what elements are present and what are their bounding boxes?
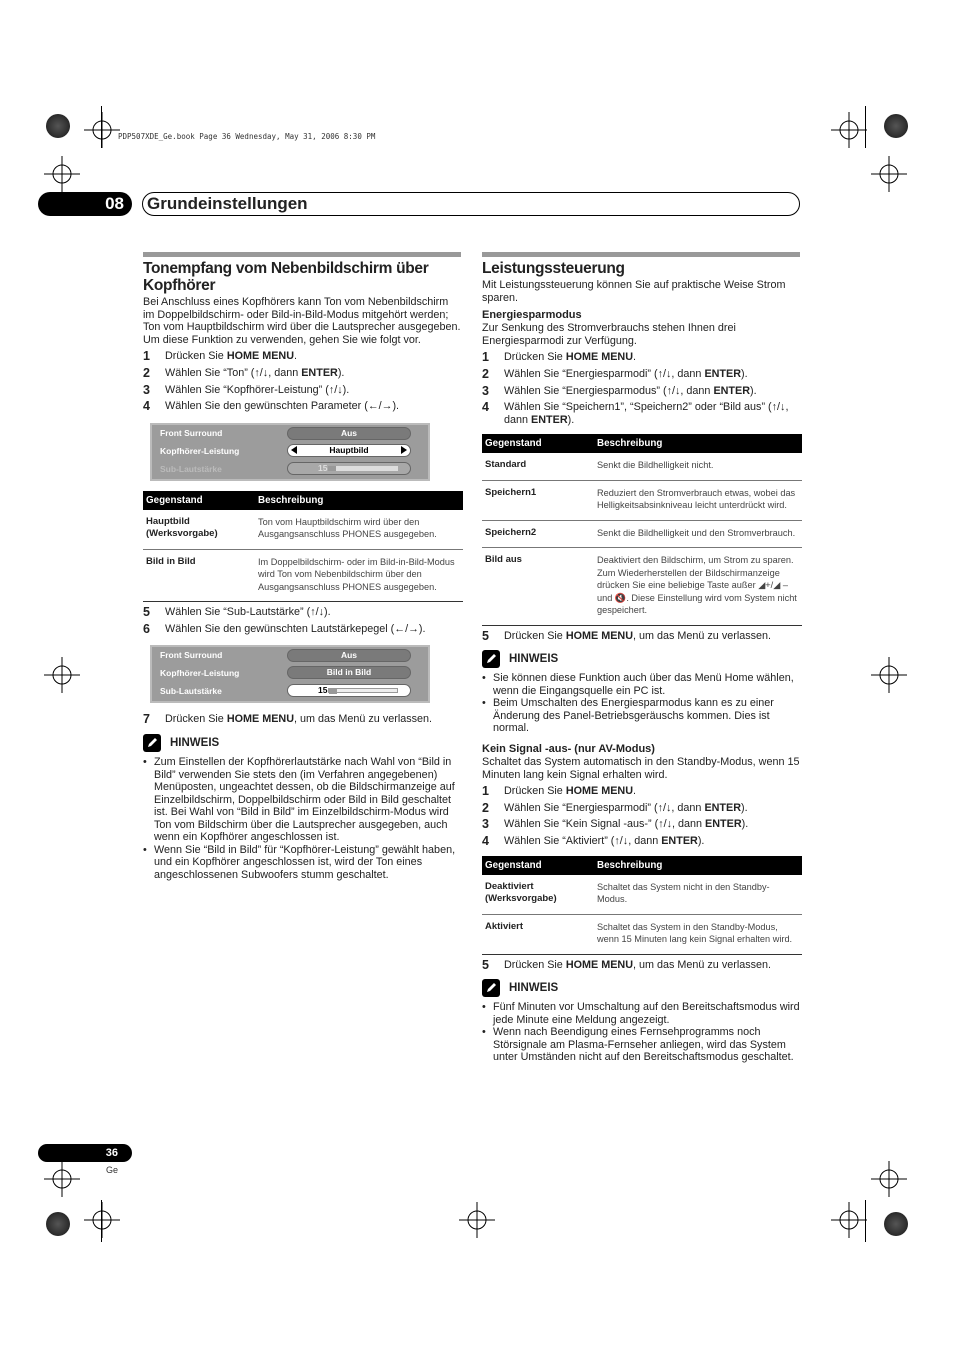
subsection-text: Schaltet das System automatisch in den Standby-Modus, wenn 15 Minuten lang kein Signal erhalten wird.: [482, 755, 800, 781]
step-text: [504, 835, 800, 848]
step-list: [482, 630, 800, 643]
step-number: 2: [482, 800, 489, 815]
step-text-pre: Wählen Sie “Speichern1”, “Speichern2” oder “Bild aus” (↑/↓, dann: [504, 401, 789, 426]
osd-row-label: Front Surround: [160, 650, 223, 661]
step-item: [143, 367, 461, 380]
step-text: [165, 606, 461, 619]
table-cell-description: Schaltet das System in den Standby-Modus, wenn 15 Minuten lang kein Signal erhalten wird.: [594, 914, 802, 954]
step-list: [143, 713, 461, 726]
table-header: Gegenstand: [482, 434, 594, 453]
osd-value-text: Hauptbild: [329, 444, 369, 455]
step-key: ENTER: [705, 818, 742, 831]
step-text-pre: Wählen Sie den gewünschten Lautstärkepegel (←/→).: [165, 622, 426, 635]
note-item: • Wenn Sie “Bild in Bild” für “Kopfhörer-Leistung” gewählt haben, und ein Kopfhörer angeschlossen ist, wird der Ton eines angeschlossenen Subwoofers stumm geschaltet.: [143, 844, 461, 882]
osd-value-text: 15: [318, 462, 328, 473]
step-text-pre: Wählen Sie “Kopfhörer-Leistung” (↑/↓).: [165, 383, 350, 396]
note-label: HINWEIS: [509, 653, 559, 666]
step-number: 7: [143, 712, 150, 727]
subsection-text: Zur Senkung des Stromverbrauchs stehen Ihnen drei Energiesparmodi zur Verfügung.: [482, 322, 736, 347]
table-cell-item: Bild aus: [482, 548, 594, 626]
note-list: [143, 756, 461, 881]
step-text: [165, 367, 461, 380]
step-key: ENTER: [531, 413, 568, 426]
step-text: [504, 351, 800, 364]
table-cell-item: Speichern1: [482, 480, 594, 520]
step-item: [143, 623, 461, 636]
step-text-post: .: [294, 350, 297, 363]
table-row: [482, 875, 802, 915]
registration-mark-icon: [831, 1202, 867, 1238]
step-item: [482, 785, 800, 798]
registration-mark-icon: [84, 112, 120, 148]
step-number: 4: [482, 400, 489, 415]
step-text: [504, 785, 800, 798]
step-text-post: ).: [567, 413, 575, 426]
osd-row-label: Sub-Lautstärke: [160, 686, 222, 697]
section-title: Leistungssteuerung: [482, 260, 625, 277]
note-item: • Zum Einstellen der Kopfhörerlautstärke nach Wahl von “Bild in Bild” verwenden Sie stets den (im Verfahren angegebenen) Menüposten, ungeachtet dessen, ob die Bildschirmanzeige auf Einzelbildschirm, Doppelbildschirm oder Bild in Bild geschaltet ist. Bei Wahl von “Bild in Bild” im Einzelbildschirm-Modus wird Ton vom Bildschirm über die Lautsprecher ausgegeben, auch wenn ein Kopfhörer angeschlossen ist.: [143, 756, 461, 844]
step-number: 1: [482, 350, 489, 365]
left-arrow-icon: [291, 446, 297, 454]
osd-menu-sublautstaerke: [150, 645, 430, 703]
osd-value-pill: Aus: [287, 649, 411, 662]
color-target-icon: [884, 114, 908, 138]
step-number: 5: [482, 628, 489, 643]
step-text-post: ).: [741, 367, 748, 380]
pencil-icon: [482, 979, 500, 997]
osd-row-label: Kopfhörer-Leistung: [160, 445, 240, 456]
table-header: Beschreibung: [594, 434, 802, 453]
step-item: [482, 401, 800, 426]
osd-row-label: Sub-Lautstärke: [160, 463, 222, 474]
table-cell-description: Deaktiviert den Bildschirm, um Strom zu sparen. Zum Wiederherstellen der Bildschirmanzeige drücken Sie eine beliebige Taste außer ◢+/◢ – und 🔇. Diese Einstellung wird vom System nicht gespeichert.: [594, 548, 802, 626]
table-header: Beschreibung: [594, 856, 802, 875]
step-key: HOME MENU: [565, 785, 633, 798]
step-text-pre: Drücken Sie: [165, 350, 227, 363]
step-key: ENTER: [704, 801, 742, 814]
step-text-pre: Drücken Sie: [504, 629, 566, 642]
step-item: [143, 400, 461, 413]
table-cell-description: Ton vom Hauptbildschirm wird über den Ausgangsanschluss PHONES ausgegeben.: [255, 510, 463, 550]
osd-value-text: 15: [318, 685, 328, 696]
step-key: HOME MENU: [565, 629, 633, 642]
step-list: [482, 959, 800, 972]
note-list: [482, 1001, 800, 1064]
step-item: [482, 351, 800, 364]
right-column: [482, 252, 800, 1064]
step-key: ENTER: [704, 367, 742, 380]
table-row: [482, 520, 802, 548]
step-item: [482, 802, 800, 815]
color-target-icon: [884, 1212, 908, 1236]
table-row: [482, 453, 802, 480]
section-intro: Mit Leistungssteuerung können Sie auf praktische Weise Strom sparen.: [482, 279, 786, 304]
osd-menu-kopfhoerer: [150, 423, 430, 481]
step-item: [482, 818, 800, 831]
no-signal-table: [482, 856, 802, 955]
step-text-pre: Drücken Sie: [504, 351, 566, 364]
level-bar-fill: [328, 466, 336, 471]
step-item: [143, 384, 461, 397]
step-number: 5: [482, 957, 489, 972]
step-text: [504, 802, 800, 815]
step-text: [165, 713, 461, 726]
table-row: [482, 548, 802, 626]
step-key: HOME MENU: [226, 350, 294, 363]
step-text: [504, 630, 800, 643]
step-item: [482, 630, 800, 643]
step-text-post: ).: [741, 818, 749, 831]
note-label: HINWEIS: [509, 982, 559, 995]
step-text: [165, 350, 461, 363]
step-text-pre: Drücken Sie: [165, 713, 227, 726]
table-row: [482, 914, 802, 954]
step-number: 3: [482, 817, 489, 832]
book-info-line: PDP507XDE_Ge.book Page 36 Wednesday, May 31, 2006 8:30 PM: [118, 132, 376, 141]
step-text-pre: Drücken Sie: [504, 785, 566, 798]
section-title: Tonempfang vom Nebenbildschirm über Kopfhörer: [143, 260, 429, 294]
trim-line: [101, 1200, 102, 1242]
step-item: [482, 835, 800, 848]
note-header: [482, 650, 800, 668]
section-rule: [482, 252, 800, 257]
step-text-post: , um das Menü zu verlassen.: [633, 629, 772, 642]
trim-line: [865, 106, 866, 148]
registration-mark-icon: [871, 657, 907, 693]
table-cell-item: Deaktiviert (Werksvorgabe): [482, 875, 594, 915]
table-row: [482, 480, 802, 520]
page-number: 36: [38, 1144, 132, 1162]
note-list: [482, 672, 800, 735]
table-header: Beschreibung: [255, 491, 463, 510]
level-bar: [328, 466, 398, 471]
note-label: HINWEIS: [170, 737, 220, 750]
step-number: 3: [143, 382, 150, 397]
table-row: [143, 549, 463, 602]
step-text-post: .: [633, 351, 636, 364]
step-item: [482, 959, 800, 972]
note-item: • Sie können diese Funktion auch über das Menü Home wählen, wenn die Eingangsquelle ein PC ist.: [482, 672, 800, 697]
osd-level-pill: [287, 684, 411, 697]
registration-mark-icon: [871, 156, 907, 192]
table-header: Gegenstand: [143, 491, 255, 510]
language-code: Ge: [106, 1165, 119, 1175]
section-intro: Bei Anschluss eines Kopfhörers kann Ton vom Nebenbildschirm im Doppelbildschirm- oder Bild-in-Bild-Modus mitgehört werden; Ton vom Hauptbildschirm wird über die Lautsprecher ausgegeben. Um diese Funktion zu verwenden, gehen Sie wie folgt vor.: [143, 296, 461, 346]
step-text-pre: Wählen Sie “Aktiviert” (↑/↓, dann: [504, 834, 662, 847]
registration-mark-icon: [459, 1202, 495, 1238]
step-item: [482, 368, 800, 381]
step-text: [165, 623, 461, 636]
table-cell-description: Reduziert den Stromverbrauch etwas, wobei das Helligkeitsabsinkniveau leicht unterdrückt wird.: [594, 480, 802, 520]
step-text-pre: Wählen Sie “Kein Signal -aus-” (↑/↓, dann: [504, 818, 706, 831]
table-cell-item: Bild in Bild: [143, 549, 255, 602]
step-list: [482, 351, 800, 426]
note-item: • Beim Umschalten des Energiesparmodus kann es zu einer Änderung des Panel-Betriebsgeräuschs kommen. Dies ist normal.: [482, 697, 800, 735]
trim-line: [101, 106, 102, 148]
subsection-title: Kein Signal -aus- (nur AV-Modus): [482, 742, 655, 755]
step-text-pre: Wählen Sie “Energiesparmodus” (↑/↓, dann: [504, 384, 714, 397]
table-cell-description: Senkt die Bildhelligkeit und den Stromverbrauch.: [594, 520, 802, 548]
step-number: 2: [143, 365, 150, 380]
step-key: ENTER: [301, 366, 338, 379]
step-item: [143, 350, 461, 363]
step-item: [143, 713, 461, 726]
step-text: [504, 818, 800, 831]
step-text-post: .: [633, 785, 636, 798]
step-number: 4: [482, 833, 489, 848]
energy-mode-table: [482, 434, 802, 626]
chapter-title: Grundeinstellungen: [142, 192, 800, 216]
step-item: [143, 606, 461, 619]
table-header: Gegenstand: [482, 856, 594, 875]
chapter-number: 08: [38, 192, 132, 216]
registration-mark-icon: [44, 156, 80, 192]
step-key: ENTER: [661, 834, 698, 847]
step-text: [504, 385, 800, 398]
step-text-pre: Wählen Sie “Ton” (↑/↓, dann: [165, 366, 302, 379]
trim-line: [865, 1200, 866, 1242]
step-key: HOME MENU: [226, 713, 294, 726]
step-text-post: ).: [741, 801, 748, 814]
level-bar: [328, 688, 398, 693]
note-item: • Wenn nach Beendigung eines Fernsehprogramms noch Störsignale am Plasma-Fernseher anliegen, wird das System unter Umständen nicht auf den Bereitschaftsmodus geschaltet.: [482, 1026, 800, 1064]
step-text-pre: Wählen Sie “Energiesparmodi” (↑/↓, dann: [504, 801, 705, 814]
table-cell-description: Im Doppelbildschirm- oder im Bild-in-Bild-Modus wird Ton vom Nebenbildschirm über den Ausgangsanschluss PHONES ausgegeben.: [255, 549, 463, 602]
table-cell-description: Senkt die Bildhelligkeit nicht.: [594, 453, 802, 480]
table-cell-item: Speichern2: [482, 520, 594, 548]
step-text: [165, 400, 461, 413]
osd-value-pill: Bild in Bild: [287, 666, 411, 679]
registration-mark-icon: [84, 1202, 120, 1238]
note-header: [482, 979, 800, 997]
table-cell-description: Schaltet das System nicht in den Standby-Modus.: [594, 875, 802, 915]
step-number: 4: [143, 399, 150, 414]
table-row: [143, 510, 463, 550]
color-target-icon: [46, 114, 70, 138]
pencil-icon: [143, 734, 161, 752]
step-number: 6: [143, 621, 150, 636]
step-text-post: ).: [750, 384, 757, 397]
step-text: [504, 959, 800, 972]
step-list: [143, 606, 461, 635]
step-text: [504, 368, 800, 381]
step-item: [482, 385, 800, 398]
color-target-icon: [46, 1212, 70, 1236]
osd-value-pill: [287, 444, 411, 457]
table-cell-item: Standard: [482, 453, 594, 480]
left-column: [143, 252, 461, 881]
step-text-pre: Drücken Sie: [504, 958, 566, 971]
step-text-post: ).: [337, 366, 345, 379]
step-text: [504, 401, 800, 426]
pencil-icon: [482, 650, 500, 668]
registration-mark-icon: [44, 1161, 80, 1197]
step-number: 1: [482, 784, 489, 799]
right-arrow-icon: [401, 446, 407, 454]
step-number: 5: [143, 605, 150, 620]
step-list: [482, 785, 800, 847]
parameter-table: [143, 491, 463, 603]
step-text-post: ).: [697, 834, 705, 847]
step-text-pre: Wählen Sie den gewünschten Parameter (←/→).: [165, 400, 400, 413]
osd-level-pill: [287, 462, 411, 475]
step-key: HOME MENU: [565, 351, 633, 364]
registration-mark-icon: [831, 112, 867, 148]
table-cell-item: Hauptbild (Werksvorgabe): [143, 510, 255, 550]
chapter-header: [38, 192, 800, 216]
note-header: [143, 734, 461, 752]
step-number: 1: [143, 349, 150, 364]
step-text-post: , um das Menü zu verlassen.: [633, 958, 772, 971]
step-text-pre: Wählen Sie “Energiesparmodi” (↑/↓, dann: [504, 367, 705, 380]
registration-mark-icon: [44, 657, 80, 693]
section-rule: [143, 252, 461, 257]
step-list: [143, 350, 461, 412]
table-cell-item: Aktiviert: [482, 914, 594, 954]
osd-row-label: Front Surround: [160, 427, 223, 438]
subsection-title: Energiesparmodus: [482, 309, 582, 322]
step-text-post: , um das Menü zu verlassen.: [294, 713, 433, 726]
step-key: ENTER: [713, 384, 751, 397]
note-item: • Fünf Minuten vor Umschaltung auf den Bereitschaftsmodus wird jede Minute eine Meldung angezeigt.: [482, 1001, 800, 1026]
step-number: 3: [482, 383, 489, 398]
step-text-pre: Wählen Sie “Sub-Lautstärke” (↑/↓).: [165, 606, 331, 619]
step-key: HOME MENU: [565, 958, 633, 971]
registration-mark-icon: [871, 1161, 907, 1197]
osd-row-label: Kopfhörer-Leistung: [160, 668, 240, 679]
step-number: 2: [482, 366, 489, 381]
osd-value-pill: Aus: [287, 427, 411, 440]
level-bar-fill: [329, 689, 337, 694]
step-text: [165, 384, 461, 397]
